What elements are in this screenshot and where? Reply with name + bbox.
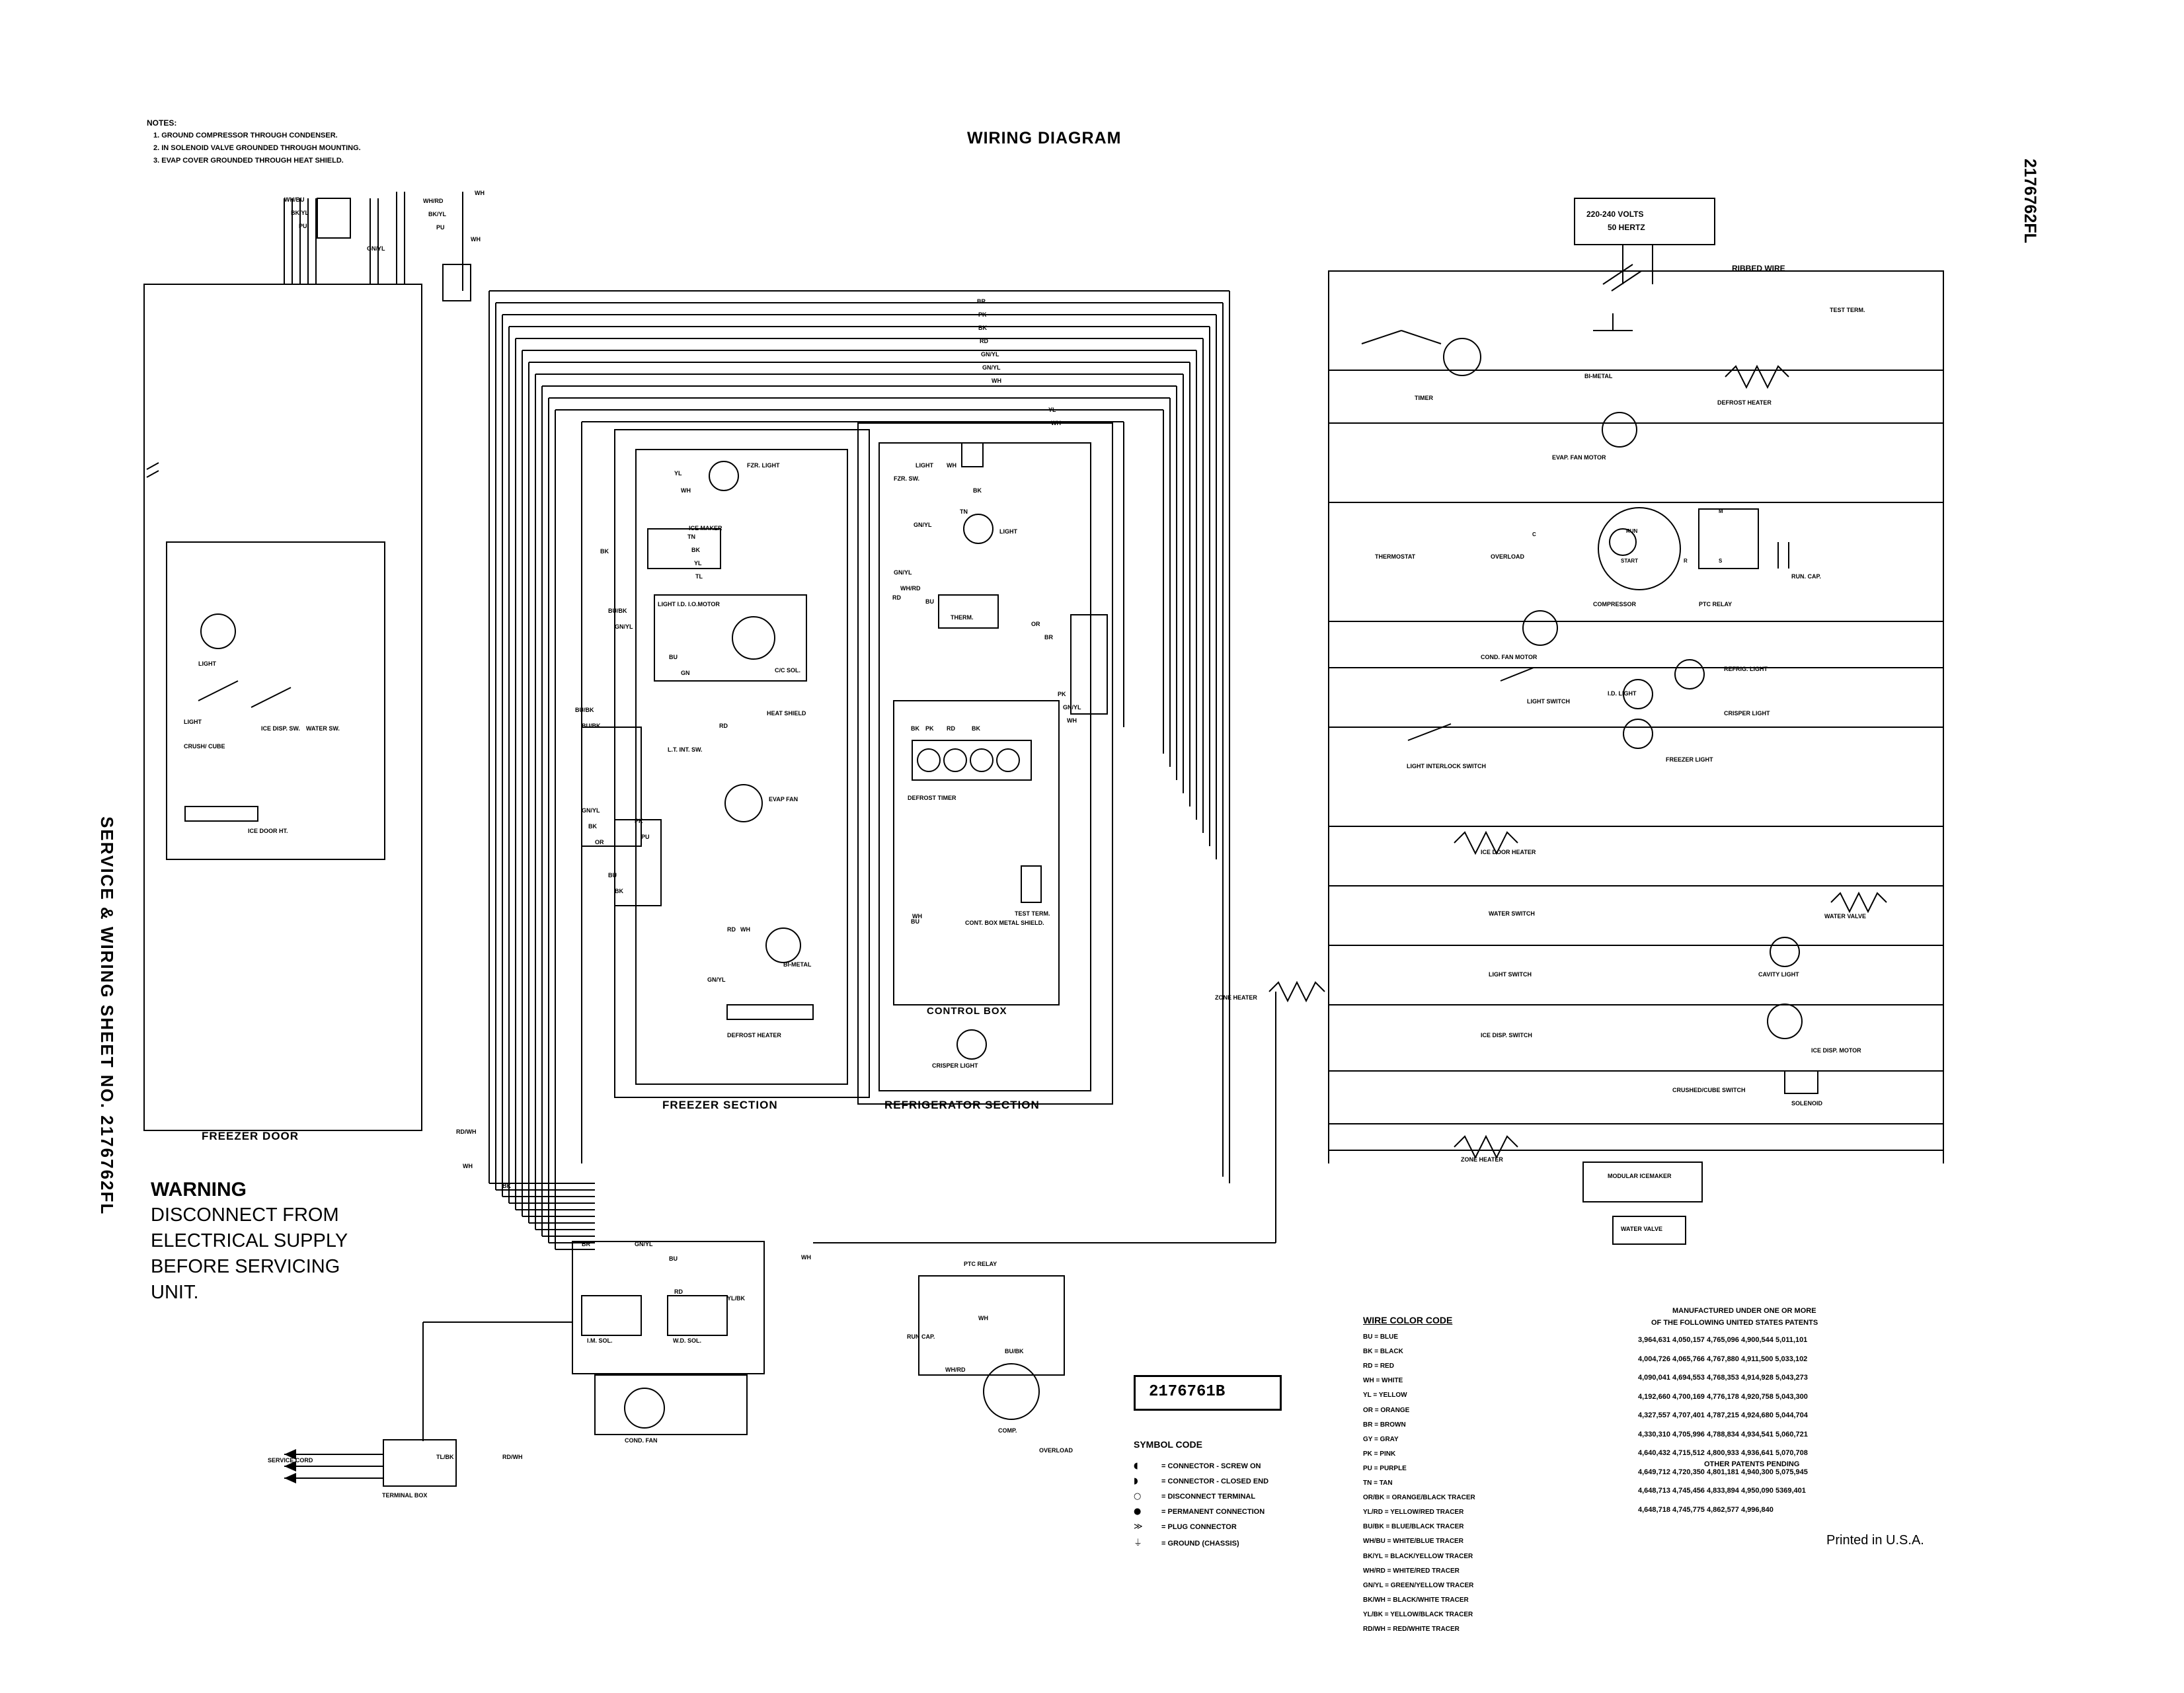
symbol-code-title: SYMBOL CODE (1134, 1439, 1202, 1450)
component-light-switch-right-1: LIGHT SWITCH (1527, 698, 1570, 705)
symbol-code-entry (1134, 1460, 1268, 1475)
wire-color-entry: GN/YL = GREEN/YELLOW TRACER (1363, 1581, 1474, 1589)
wire-label: BU/BK (1005, 1348, 1024, 1355)
component-evap-fan: EVAP FAN (769, 796, 799, 803)
wire-label: TN (960, 508, 968, 515)
wire-label: BU/BK (608, 608, 627, 614)
component-zone-heater-center: ZONE HEATER (1215, 994, 1257, 1001)
wire-label: OR (595, 839, 604, 846)
component-service-cord: SERVICE CORD (268, 1457, 313, 1464)
wire-label: RD (980, 338, 988, 344)
component-test-term-ref: TEST TERM. (1015, 910, 1050, 917)
wire-label: GN/YL (982, 364, 1001, 371)
component-water-valve-icemaker: WATER VALVE (1621, 1226, 1662, 1232)
motor-run-label: RUN (1626, 528, 1638, 534)
component-run-cap-right: RUN. CAP. (1791, 573, 1821, 580)
wire-label: GN (681, 670, 690, 676)
component-light-switch-right-2: LIGHT SWITCH (1489, 971, 1532, 978)
wire-label: BK (972, 725, 980, 732)
wire-color-entry: BK/YL = BLACK/YELLOW TRACER (1363, 1552, 1473, 1560)
wire-label: GN/YL (707, 976, 726, 983)
component-wd-sol: W.D. SOL. (673, 1337, 702, 1344)
component-thermostat-right: THERMOSTAT (1375, 553, 1416, 560)
wire-label: BU (669, 654, 678, 660)
warning-line-1: DISCONNECT FROM (151, 1204, 339, 1226)
wire-color-entry: OR = ORANGE (1363, 1406, 1410, 1414)
component-compressor-right: COMPRESSOR (1593, 601, 1637, 608)
wire-label: BR (582, 1241, 590, 1247)
motor-c-label: C (1532, 532, 1536, 537)
wire-label: BU/BK (575, 707, 594, 713)
wire-label: YL (694, 560, 702, 567)
component-therm: THERM. (951, 614, 974, 621)
wire-label: RD (892, 594, 901, 601)
patents-heading-2: OF THE FOLLOWING UNITED STATES PATENTS (1651, 1319, 1818, 1327)
wire-label: BU/BK (582, 723, 601, 729)
wire-label: WH (471, 236, 481, 243)
motor-r-label: R (1684, 558, 1688, 564)
wire-label: WH (1067, 717, 1077, 724)
patent-row: 4,330,310 4,705,996 4,788,834 4,934,541 5,060,721 (1638, 1430, 1808, 1438)
wire-label: WH/RD (423, 198, 444, 204)
connector-screw-on-icon: ◖ (1134, 1461, 1138, 1471)
component-defrost-heater-freezer: DEFROST HEATER (727, 1032, 781, 1039)
page-title: WIRING DIAGRAM (967, 129, 1122, 147)
wire-label: PU (436, 224, 445, 231)
motor-m-label: M (1719, 508, 1723, 514)
component-ptc-relay-right: PTC RELAY (1699, 601, 1733, 608)
patent-row: 3,964,631 4,050,157 4,765,096 4,900,544 5,011,101 (1638, 1336, 1808, 1344)
connector-closed-end-icon: ◗ (1134, 1476, 1138, 1486)
component-cavity-light-right: CAVITY LIGHT (1758, 971, 1799, 978)
freezer-section-label: FREEZER SECTION (662, 1099, 778, 1111)
symbol-code-label: = PERMANENT CONNECTION (1161, 1508, 1265, 1516)
wire-label: RD (719, 723, 728, 729)
patent-row: 4,640,432 4,715,512 4,800,933 4,936,641 5,070,708 (1638, 1449, 1808, 1458)
wire-label: BK (978, 325, 987, 331)
wire-label: YL/BK (727, 1295, 745, 1302)
note-item-2: 2. IN SOLENOID VALVE GROUNDED THROUGH MOUNTING. (153, 144, 361, 152)
patent-row: 4,090,041 4,694,553 4,768,353 4,914,928 5,043,273 (1638, 1374, 1808, 1382)
component-ice-door-ht: ICE DOOR HT. (248, 828, 288, 834)
wire-label: BU (911, 918, 919, 925)
component-ice-door-heater-right: ICE DOOR HEATER (1481, 849, 1536, 855)
wire-color-code-list (1363, 1333, 1475, 1633)
component-light-ref-1: LIGHT (999, 528, 1017, 535)
motor-s-label: S (1719, 558, 1723, 564)
wire-label: WH (681, 487, 691, 494)
component-light-2: LIGHT (184, 719, 202, 725)
wire-color-entry: YL = YELLOW (1363, 1392, 1407, 1399)
component-overload-right: OVERLOAD (1491, 553, 1525, 560)
wire-label: WH (1051, 420, 1061, 426)
component-evap-fan-motor-right: EVAP. FAN MOTOR (1552, 454, 1606, 461)
component-bi-metal-right: BI-METAL (1584, 373, 1613, 379)
wire-label: GN/YL (615, 623, 633, 630)
wire-label: BU (925, 598, 934, 605)
wire-label: BU (608, 872, 617, 879)
symbol-code-label: = CONNECTOR - SCREW ON (1161, 1462, 1261, 1470)
symbol-code-entry (1134, 1536, 1268, 1551)
component-water-valve-right: WATER VALVE (1824, 913, 1866, 920)
ground-chassis-icon: ⏚ (1134, 1538, 1143, 1548)
wire-label: GN/YL (635, 1241, 653, 1247)
notes-heading: NOTES: (147, 118, 177, 128)
wire-label: WH (947, 462, 956, 469)
wire-label: RD/WH (456, 1128, 477, 1135)
component-cont-box-shield: CONT. BOX METAL SHIELD. (965, 920, 1044, 926)
wire-label: WH (978, 1315, 988, 1321)
wire-label: RD (947, 725, 955, 732)
component-fzr-light: FZR. LIGHT (747, 462, 780, 469)
component-zone-heater-right: ZONE HEATER (1461, 1156, 1503, 1163)
component-timer-right: TIMER (1415, 395, 1433, 401)
wire-label: BK (615, 888, 623, 894)
wire-label: PK (635, 818, 643, 824)
symbol-code-label: = DISCONNECT TERMINAL (1161, 1493, 1256, 1501)
component-refrig-light-right: REFRIG. LIGHT (1724, 666, 1768, 672)
wire-label: WH/BU (284, 196, 305, 203)
wire-label: BU (669, 1255, 678, 1262)
wire-color-entry: TN = TAN (1363, 1479, 1393, 1487)
wire-color-entry: RD = RED (1363, 1362, 1394, 1370)
component-crisper-light-ref: CRISPER LIGHT (932, 1062, 978, 1069)
wire-label: TL/BK (436, 1454, 454, 1460)
component-test-term-right: TEST TERM. (1830, 307, 1865, 313)
component-cc-sol: C/C SOL. (775, 667, 801, 674)
wire-label: PU (299, 223, 307, 229)
wire-label: PK (978, 311, 987, 318)
note-item-3: 3. EVAP COVER GROUNDED THROUGH HEAT SHIELD. (153, 157, 344, 165)
component-modular-icemaker: MODULAR ICEMAKER (1608, 1173, 1672, 1179)
wire-label: BK (911, 725, 919, 732)
warning-line-3: BEFORE SERVICING (151, 1256, 340, 1277)
wire-color-entry: RD/WH = RED/WHITE TRACER (1363, 1626, 1460, 1633)
power-voltage: 220-240 VOLTS (1586, 210, 1644, 219)
patent-row: 4,192,660 4,700,169 4,776,178 4,920,758 5,043,300 (1638, 1392, 1808, 1401)
component-bi-metal-freezer: BI-METAL (783, 961, 812, 968)
wire-label: WH (740, 926, 750, 933)
symbol-code-label: = PLUG CONNECTOR (1161, 1523, 1237, 1531)
component-run-cap-bottom: RUN CAP. (907, 1333, 935, 1340)
wire-label: BK/YL (291, 210, 309, 216)
wire-label: BK (600, 548, 609, 555)
component-crush-cube: CRUSH/ CUBE (184, 743, 225, 750)
wire-color-entry: PK = PINK (1363, 1450, 1396, 1458)
wire-label: RD (727, 926, 736, 933)
component-im-sol: I.M. SOL. (587, 1337, 613, 1344)
note-item-1: 1. GROUND COMPRESSOR THROUGH CONDENSER. (153, 132, 338, 139)
motor-start-label: START (1621, 558, 1639, 564)
component-freezer-light-right: FREEZER LIGHT (1666, 756, 1713, 763)
wire-label: BK (691, 547, 700, 553)
wire-label: WH/RD (900, 585, 921, 592)
wire-label: GN/YL (367, 245, 385, 252)
control-box-label: CONTROL BOX (927, 1005, 1007, 1017)
component-comp-bottom: COMP. (998, 1427, 1017, 1434)
component-ice-disp-switch-right: ICE DISP. SWITCH (1481, 1032, 1532, 1039)
sheet-number-left: SERVICE & WIRING SHEET NO. 2176762FL (97, 816, 117, 1216)
wire-label: GN/YL (981, 351, 999, 358)
component-ptc-relay-bottom: PTC RELAY (964, 1261, 997, 1267)
wire-color-entry: BU = BLUE (1363, 1333, 1399, 1341)
warning-heading: WARNING (151, 1179, 247, 1201)
symbol-code-entry (1134, 1505, 1268, 1520)
wire-label: GN/YL (894, 569, 912, 576)
wire-color-entry: YL/RD = YELLOW/RED TRACER (1363, 1509, 1464, 1516)
patents-footer: OTHER PATENTS PENDING (1704, 1460, 1800, 1468)
wire-color-entry: WH/BU = WHITE/BLUE TRACER (1363, 1538, 1463, 1546)
component-water-sw: WATER SW. (306, 725, 340, 732)
warning-line-2: ELECTRICAL SUPPLY (151, 1230, 348, 1251)
component-overload-bottom: OVERLOAD (1039, 1447, 1073, 1454)
power-frequency: 50 HERTZ (1608, 223, 1645, 232)
component-solenoid-right: SOLENOID (1791, 1100, 1823, 1107)
wire-label: BR (977, 298, 986, 305)
wire-label: WH (475, 190, 485, 196)
wire-color-entry: BR = BROWN (1363, 1421, 1406, 1429)
wire-label: GN/YL (582, 807, 600, 814)
component-ice-disp-sw: ICE DISP. SW. (261, 725, 300, 732)
component-defrost-timer: DEFROST TIMER (908, 795, 956, 801)
warning-line-4: UNIT. (151, 1282, 199, 1303)
symbol-code-entry (1134, 1475, 1268, 1490)
wire-label: WH (801, 1254, 811, 1261)
wire-label: BK/YL (428, 211, 446, 217)
symbol-code-label: = CONNECTOR - CLOSED END (1161, 1477, 1269, 1485)
wire-label: GN/YL (914, 522, 932, 528)
wire-label: BK (588, 823, 597, 830)
component-crisper-light-right: CRISPER LIGHT (1724, 710, 1770, 717)
component-lt-int-sw: L.T. INT. SW. (668, 746, 703, 753)
wire-label: RD (674, 1288, 683, 1295)
symbol-code-label: = GROUND (CHASSIS) (1161, 1540, 1239, 1548)
wire-color-entry: OR/BK = ORANGE/BLACK TRACER (1363, 1494, 1475, 1502)
wire-label: PK (925, 725, 934, 732)
component-ice-disp-motor-right: ICE DISP. MOTOR (1811, 1047, 1861, 1054)
patent-row: 4,648,713 4,745,456 4,833,894 4,950,090 5369,401 (1638, 1487, 1806, 1495)
wire-label: OR (1031, 621, 1040, 627)
wire-label: YL (674, 470, 682, 477)
symbol-code-entry (1134, 1490, 1268, 1505)
wire-label: GN/YL (1063, 704, 1081, 711)
component-crushed-cube-switch: CRUSHED/CUBE SWITCH (1672, 1087, 1746, 1093)
component-cond-fan: COND. FAN (625, 1437, 658, 1444)
component-heat-shield: HEAT SHIELD (767, 710, 806, 717)
symbol-code-list (1134, 1460, 1268, 1551)
wire-color-code-title: WIRE COLOR CODE (1363, 1315, 1453, 1325)
wire-label: YL (1048, 407, 1056, 413)
symbol-code-entry (1134, 1520, 1268, 1536)
component-fzr-sw: FZR. SW. (894, 475, 919, 482)
wire-label: WH/RD (945, 1366, 966, 1373)
wire-color-entry: PU = PURPLE (1363, 1464, 1407, 1472)
ribbed-wire-label: RIBBED WIRE (1732, 264, 1785, 273)
wire-label: BK (973, 487, 982, 494)
component-water-switch-right: WATER SWITCH (1489, 910, 1535, 917)
component-light-interlock-switch: LIGHT INTERLOCK SWITCH (1407, 763, 1486, 769)
component-light-io-motor: LIGHT I.D. I.O.MOTOR (658, 601, 720, 608)
freezer-door-label: FREEZER DOOR (202, 1130, 299, 1142)
component-cond-fan-motor-right: COND. FAN MOTOR (1481, 654, 1538, 660)
component-light-ref-2: LIGHT (916, 462, 933, 469)
wire-label: BK (502, 1183, 511, 1189)
wire-color-entry: BU/BK = BLUE/BLACK TRACER (1363, 1523, 1464, 1531)
component-terminal-box: TERMINAL BOX (382, 1492, 428, 1499)
refrigerator-section-label: REFRIGERATOR SECTION (884, 1099, 1040, 1111)
patent-row: 4,004,726 4,065,766 4,767,880 4,911,500 5,033,102 (1638, 1355, 1808, 1363)
wire-color-entry: WH = WHITE (1363, 1377, 1403, 1385)
printed-in-usa: Printed in U.S.A. (1826, 1533, 1924, 1548)
patents-heading-1: MANUFACTURED UNDER ONE OR MORE (1672, 1307, 1816, 1315)
component-id-light-right: I.D. LIGHT (1608, 690, 1637, 697)
component-ice-maker: ICE MAKER (689, 525, 722, 532)
wire-label: TL (695, 573, 703, 580)
wire-color-entry: WH/RD = WHITE/RED TRACER (1363, 1567, 1460, 1575)
wire-label: PK (1058, 691, 1066, 697)
wire-color-entry: BK = BLACK (1363, 1348, 1403, 1356)
wire-color-entry: YL/BK = YELLOW/BLACK TRACER (1363, 1610, 1473, 1618)
plug-connector-icon: ≫ (1134, 1522, 1143, 1532)
wire-label: WH (992, 377, 1001, 384)
patent-row: 4,649,712 4,720,350 4,801,181 4,940,300 5,075,945 (1638, 1468, 1808, 1476)
wire-color-entry: GY = GRAY (1363, 1435, 1399, 1443)
wire-label: RD/WH (502, 1454, 523, 1460)
wire-label: PU (641, 834, 650, 840)
wire-label: TN (687, 533, 695, 540)
permanent-connection-icon: ● (1134, 1507, 1142, 1516)
part-number-text: 2176761B (1149, 1383, 1226, 1401)
component-defrost-heater-right: DEFROST HEATER (1717, 399, 1772, 406)
patent-row: 4,327,557 4,707,401 4,787,215 4,924,680 5,044,704 (1638, 1411, 1808, 1420)
patent-row: 4,648,718 4,745,775 4,862,577 4,996,840 (1638, 1505, 1774, 1514)
wire-label: WH (912, 913, 922, 920)
wire-color-entry: BK/WH = BLACK/WHITE TRACER (1363, 1596, 1469, 1604)
sheet-number-right: 2176762FL (2021, 159, 2039, 243)
component-light-1: LIGHT (198, 660, 216, 667)
disconnect-terminal-icon: ○ (1134, 1491, 1142, 1501)
wire-label: BR (1044, 634, 1053, 641)
wire-label: WH (463, 1163, 473, 1169)
